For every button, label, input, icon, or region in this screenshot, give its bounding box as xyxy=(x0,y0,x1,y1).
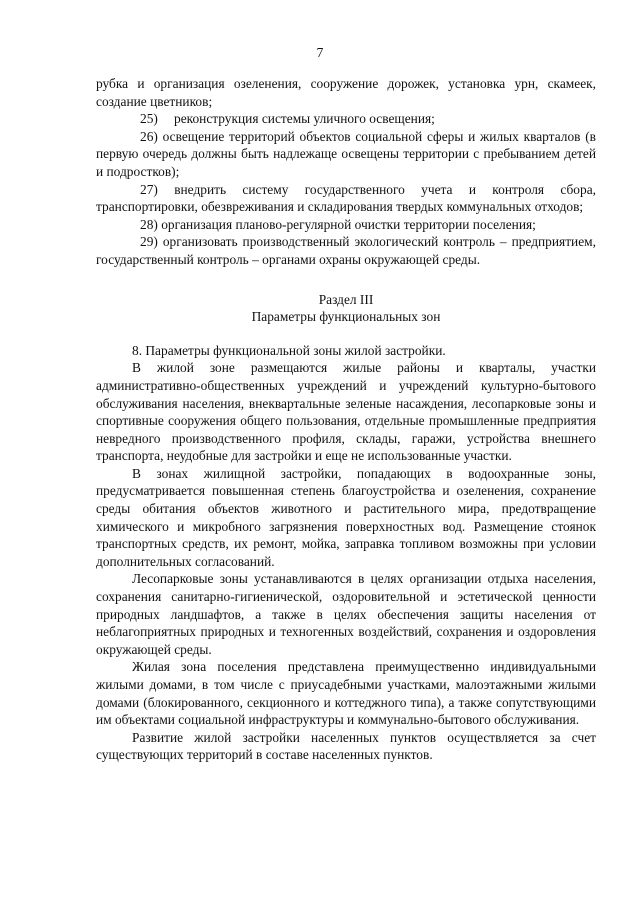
paragraph: В жилой зоне размещаются жилые районы и кварталы, участки административно-общественных учреждений и учреждений культурно-бытового обслуживания населения, внеквартальные зеленые насаждения, лесопарковые зоны и спортивные сооружения общего пользования, отдельные промышленные предприятия невредного производственного профиля, склады, гаражи, устройства внешнего транспорта, неудобные для застройки и еще не использованные участки. xyxy=(96,360,596,464)
list-item-text: освещение территорий объектов социальной сферы и жилых кварталов (в первую очередь должны быть надлежаще освещены территории с пребыванием детей и подростков); xyxy=(96,128,596,179)
list-item-number: 28) xyxy=(140,216,158,232)
paragraph: В зонах жилищной застройки, попадающих в водоохранные зоны, предусматривается повышенная степень благоустройства и озеленения, сохранение среды обитания объектов животного и растительного мира, предотвращение химического и микробного загрязнения поверхностных вод. Размещение стоянок транспортных средств, их ремонт, мойка, заправка топливом возможны при условии дополнительных согласований. xyxy=(96,465,596,569)
list-item-number: 25) xyxy=(140,111,158,127)
paragraph: Жилая зона поселения представлена преимущественно индивидуальными жилыми домами, в том числе с приусадебными участками, малоэтажными жилыми домами (блокированного, секционного и коттеджного типа), а также сопутствующими им объектами социальной инфраструктуры и коммунально-бытового обслуживания. xyxy=(96,659,596,728)
list-item xyxy=(96,216,596,234)
list-item-text: организовать производственный экологический контроль – предприятием, государственный контроль – органами охраны окружающей среды. xyxy=(96,234,596,267)
list-item-number: 29) xyxy=(140,234,158,250)
list-continuation: рубка и организация озеленения, сооружение дорожек, установка урн, скамеек, создание цветников; xyxy=(96,76,596,109)
list-item xyxy=(96,128,596,181)
paragraph: Лесопарковые зоны устанавливаются в целях организации отдыха населения, сохранения санитарно-гигиенической, оздоровительной и эстетической ценности природных ландшафтов, а также в целях обеспечения защиты населения от неблагоприятных природных и техногенных воздействий, сохранения и оздоровления окружающей среды. xyxy=(96,571,596,657)
list-item-text: внедрить систему государственного учета и контроля сбора, транспортировки, обезвреживания и складирования твердых коммунальных отходов; xyxy=(96,181,596,215)
list-item-text: организация планово-регулярной очистки территории поселения; xyxy=(161,216,536,232)
section-label: Раздел III xyxy=(318,291,374,307)
list-item xyxy=(96,110,596,128)
list-item xyxy=(96,233,596,268)
list-item-text: реконструкция системы уличного освещения; xyxy=(174,111,435,127)
paragraph: Развитие жилой застройки населенных пунктов осуществляется за счет существующих территорий в составе населенных пунктов. xyxy=(96,729,596,763)
document-body xyxy=(96,75,596,764)
list-item-number: 27) xyxy=(140,181,158,197)
paragraph-heading: 8. Параметры функциональной зоны жилой застройки. xyxy=(132,342,446,358)
page-number: 7 xyxy=(316,45,324,60)
section-title: Параметры функциональных зон xyxy=(251,309,441,325)
list-item-number: 26) xyxy=(140,128,158,144)
list-item xyxy=(96,181,596,216)
